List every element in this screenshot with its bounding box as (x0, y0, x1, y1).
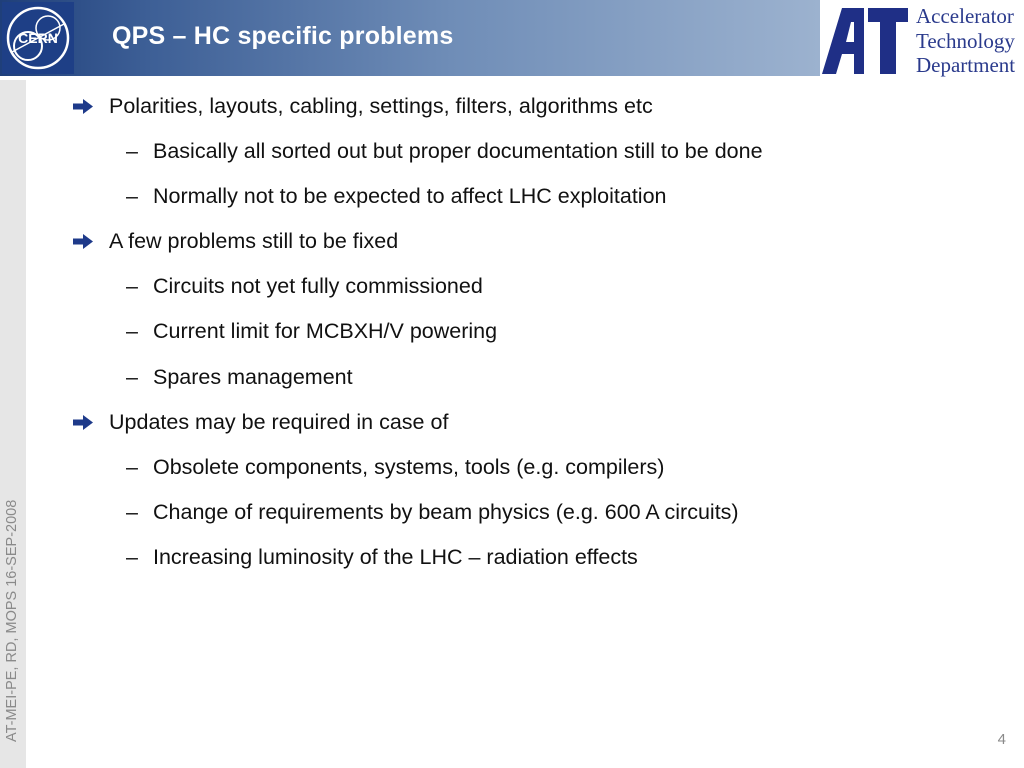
sub-bullet-text: Current limit for MCBXH/V powering (153, 319, 498, 343)
sub-bullet-text: Spares management (153, 365, 353, 389)
department-name (916, 4, 1015, 78)
arrow-right-icon (72, 233, 94, 250)
bullet-text: A few problems still to be fixed (109, 229, 399, 253)
sub-bullet-text: Normally not to be expected to affect LHC exploitation (153, 184, 667, 208)
department-line-1: Accelerator (916, 4, 1014, 28)
page-number: 4 (997, 731, 1006, 748)
sub-bullet-text: Basically all sorted out but proper documentation still to be done (153, 139, 763, 163)
arrow-right-icon (72, 414, 94, 431)
department-logo (820, 0, 1024, 80)
bullet-text: Polarities, layouts, cabling, settings, filters, algorithms etc (109, 94, 653, 118)
side-label: AT-MEI-PE, RD, MOPS 16-SEP-2008 (4, 499, 20, 742)
sub-bullet-text: Increasing luminosity of the LHC – radiation effects (153, 545, 638, 569)
at-logo-icon (820, 2, 912, 78)
bullet-text: Updates may be required in case of (109, 410, 449, 434)
dash-marker: – (126, 184, 138, 208)
arrow-right-icon (72, 98, 94, 115)
dash-marker: – (126, 455, 138, 479)
department-line-3: Department (916, 53, 1016, 77)
page-title: QPS – HC specific problems (112, 22, 454, 50)
dash-marker: – (126, 545, 138, 569)
sub-bullet-text: Obsolete components, systems, tools (e.g. compilers) (153, 455, 665, 479)
title-banner (0, 0, 820, 76)
cern-logo-text: CERN (18, 30, 58, 46)
cern-logo (2, 2, 74, 74)
dash-marker: – (126, 274, 138, 298)
sub-bullet-text: Change of requirements by beam physics (e.g. 600 A circuits) (153, 500, 739, 524)
sub-bullet-text: Circuits not yet fully commissioned (153, 274, 483, 298)
dash-marker: – (126, 319, 138, 343)
dash-marker: – (126, 139, 138, 163)
department-line-2: Technology (916, 28, 1015, 53)
dash-marker: – (126, 500, 138, 524)
dash-marker: – (126, 365, 138, 389)
